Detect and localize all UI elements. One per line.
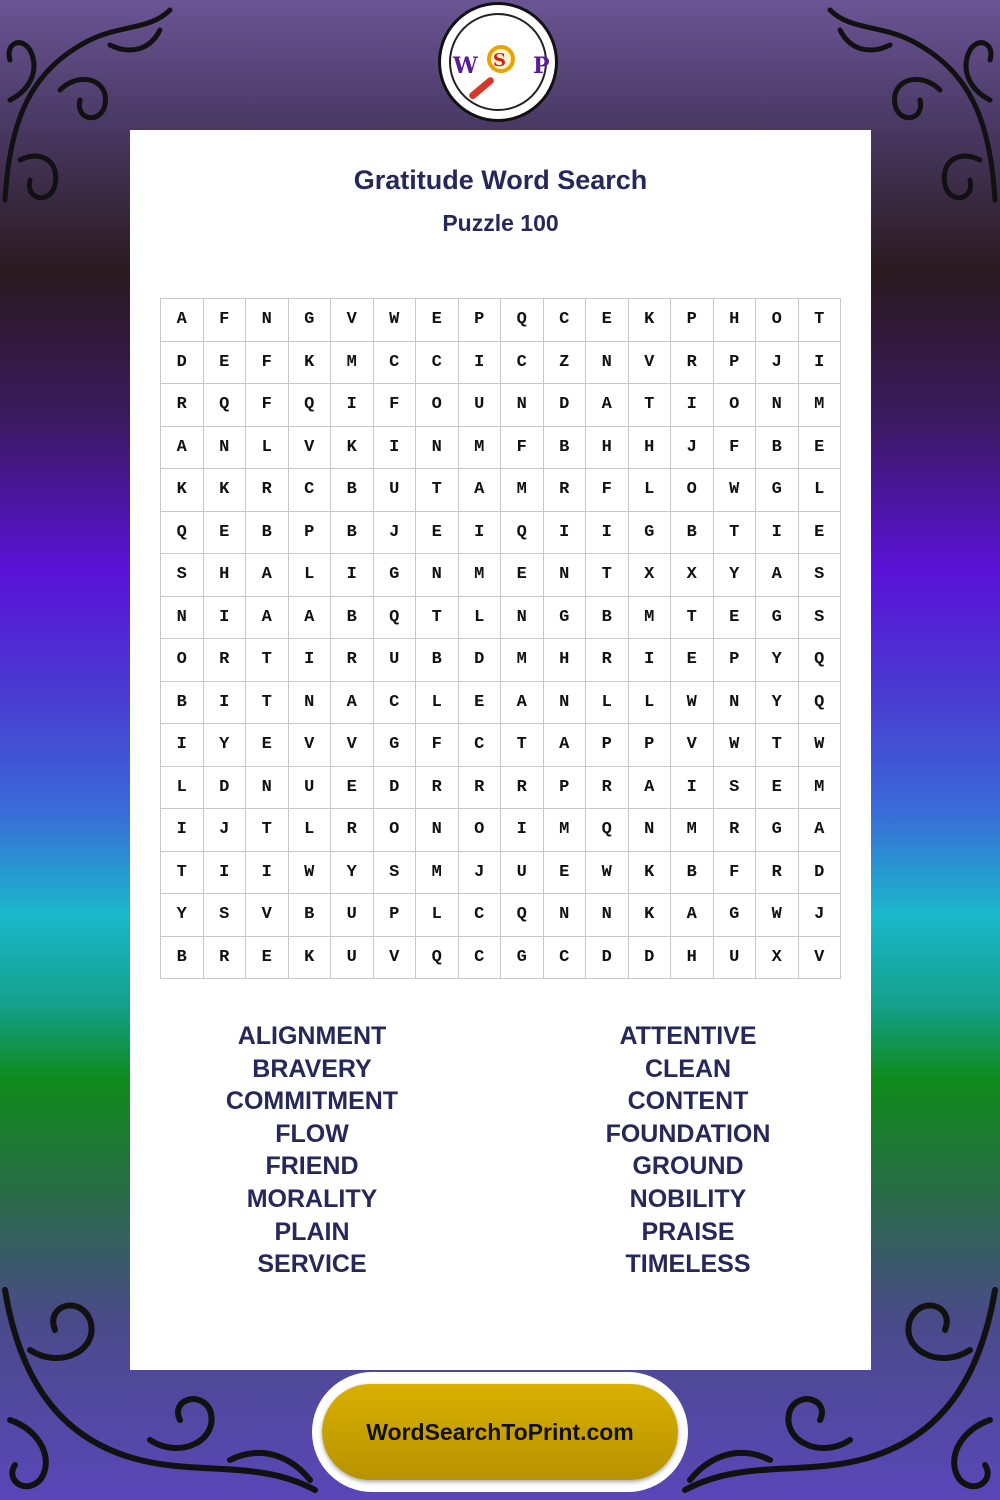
grid-cell[interactable]: Z xyxy=(544,342,587,385)
grid-cell[interactable]: K xyxy=(629,894,672,937)
grid-cell[interactable]: S xyxy=(799,554,842,597)
grid-cell[interactable]: N xyxy=(544,682,587,725)
word-list-left xyxy=(162,1020,462,1281)
grid-cell[interactable]: B xyxy=(161,937,204,980)
grid-cell[interactable]: K xyxy=(289,937,332,980)
grid-cell[interactable]: Q xyxy=(799,639,842,682)
grid-cell[interactable]: E xyxy=(799,427,842,470)
grid-cell[interactable]: E xyxy=(586,299,629,342)
grid-cell[interactable]: N xyxy=(501,597,544,640)
grid-cell[interactable]: A xyxy=(671,894,714,937)
grid-cell[interactable]: L xyxy=(246,427,289,470)
word-list-item: FLOW xyxy=(275,1119,349,1148)
grid-cell[interactable]: U xyxy=(289,767,332,810)
footer-site-label: WordSearchToPrint.com xyxy=(366,1418,634,1445)
grid-cell[interactable]: E xyxy=(544,852,587,895)
puzzle-sheet xyxy=(130,130,871,1370)
word-list-item: PRAISE xyxy=(641,1217,735,1246)
letter-grid xyxy=(160,298,841,979)
grid-cell[interactable]: E xyxy=(756,767,799,810)
grid-cell[interactable]: Q xyxy=(204,384,247,427)
grid-cell[interactable]: F xyxy=(714,427,757,470)
grid-cell[interactable]: M xyxy=(501,639,544,682)
grid-cell[interactable]: M xyxy=(629,597,672,640)
grid-cell[interactable]: Y xyxy=(756,639,799,682)
grid-cell[interactable]: W xyxy=(756,894,799,937)
grid-cell[interactable]: G xyxy=(714,894,757,937)
grid-cell[interactable]: M xyxy=(416,852,459,895)
grid-cell[interactable]: P xyxy=(714,639,757,682)
grid-cell[interactable]: G xyxy=(501,937,544,980)
grid-cell[interactable]: U xyxy=(714,937,757,980)
puzzle-title: Gratitude Word Search xyxy=(353,165,648,195)
grid-cell[interactable]: O xyxy=(714,384,757,427)
grid-cell[interactable]: F xyxy=(501,427,544,470)
grid-cell[interactable]: F xyxy=(416,724,459,767)
grid-cell[interactable]: I xyxy=(544,512,587,555)
grid-cell[interactable]: E xyxy=(714,597,757,640)
grid-cell[interactable]: R xyxy=(459,767,502,810)
grid-cell[interactable]: N xyxy=(416,809,459,852)
word-list-item: FRIEND xyxy=(265,1152,359,1181)
grid-cell[interactable]: R xyxy=(756,852,799,895)
grid-cell[interactable]: E xyxy=(671,639,714,682)
grid-cell[interactable]: G xyxy=(756,597,799,640)
grid-cell[interactable]: P xyxy=(289,512,332,555)
grid-cell[interactable]: L xyxy=(289,554,332,597)
grid-cell[interactable]: N xyxy=(204,427,247,470)
grid-cell[interactable]: O xyxy=(756,299,799,342)
grid-cell[interactable]: V xyxy=(289,427,332,470)
grid-cell[interactable]: B xyxy=(544,427,587,470)
grid-cell[interactable]: Q xyxy=(501,512,544,555)
grid-cell[interactable]: I xyxy=(459,512,502,555)
grid-cell[interactable]: O xyxy=(374,809,417,852)
grid-cell[interactable]: N xyxy=(586,342,629,385)
grid-cell[interactable]: L xyxy=(629,469,672,512)
grid-cell[interactable]: E xyxy=(204,342,247,385)
word-list-item: ALIGNMENT xyxy=(237,1022,387,1050)
grid-cell[interactable]: J xyxy=(799,894,842,937)
grid-cell[interactable]: B xyxy=(671,512,714,555)
grid-cell[interactable]: I xyxy=(289,639,332,682)
grid-cell[interactable]: Q xyxy=(161,512,204,555)
grid-cell[interactable]: G xyxy=(756,469,799,512)
grid-cell[interactable]: S xyxy=(714,767,757,810)
grid-cell[interactable]: C xyxy=(459,724,502,767)
grid-cell[interactable]: E xyxy=(459,682,502,725)
word-list-item: GROUND xyxy=(632,1152,744,1181)
grid-cell[interactable]: W xyxy=(671,682,714,725)
grid-cell[interactable]: F xyxy=(246,342,289,385)
grid-cell[interactable]: I xyxy=(204,852,247,895)
grid-cell[interactable]: W xyxy=(714,724,757,767)
grid-cell[interactable]: V xyxy=(374,937,417,980)
grid-cell[interactable]: M xyxy=(331,342,374,385)
grid-cell[interactable]: N xyxy=(501,384,544,427)
grid-cell[interactable]: H xyxy=(544,639,587,682)
grid-cell[interactable]: O xyxy=(459,809,502,852)
word-list-item: TIMELESS xyxy=(625,1250,751,1279)
grid-cell[interactable]: A xyxy=(629,767,672,810)
grid-cell[interactable]: H xyxy=(714,299,757,342)
grid-cell[interactable]: P xyxy=(544,767,587,810)
grid-cell[interactable]: R xyxy=(671,342,714,385)
grid-cell[interactable]: R xyxy=(586,639,629,682)
grid-cell[interactable]: A xyxy=(246,554,289,597)
grid-cell[interactable]: J xyxy=(671,427,714,470)
grid-cell[interactable]: N xyxy=(161,597,204,640)
grid-cell[interactable]: I xyxy=(501,809,544,852)
grid-cell[interactable]: Q xyxy=(501,299,544,342)
grid-cell[interactable]: E xyxy=(501,554,544,597)
grid-cell[interactable]: U xyxy=(331,937,374,980)
word-list-item: NOBILITY xyxy=(629,1184,747,1213)
grid-cell[interactable]: K xyxy=(331,427,374,470)
grid-cell[interactable]: Y xyxy=(204,724,247,767)
grid-cell[interactable]: T xyxy=(671,597,714,640)
logo-letter-s: S xyxy=(493,50,506,71)
grid-cell[interactable]: R xyxy=(161,384,204,427)
grid-cell[interactable]: B xyxy=(331,512,374,555)
grid-cell[interactable]: T xyxy=(756,724,799,767)
grid-cell[interactable]: Q xyxy=(586,809,629,852)
grid-cell[interactable]: D xyxy=(544,384,587,427)
grid-cell[interactable]: T xyxy=(416,469,459,512)
grid-cell[interactable]: I xyxy=(204,682,247,725)
grid-cell[interactable]: L xyxy=(799,469,842,512)
grid-cell[interactable]: Y xyxy=(756,682,799,725)
grid-cell[interactable]: N xyxy=(289,682,332,725)
grid-cell[interactable]: B xyxy=(586,597,629,640)
grid-cell[interactable]: E xyxy=(246,724,289,767)
grid-cell[interactable]: N xyxy=(416,554,459,597)
grid-cell[interactable]: H xyxy=(586,427,629,470)
grid-cell[interactable]: G xyxy=(544,597,587,640)
grid-cell[interactable]: O xyxy=(671,469,714,512)
grid-cell[interactable]: J xyxy=(204,809,247,852)
grid-cell[interactable]: B xyxy=(756,427,799,470)
grid-cell[interactable]: W xyxy=(799,724,842,767)
grid-cell[interactable]: T xyxy=(629,384,672,427)
grid-cell[interactable]: I xyxy=(331,554,374,597)
grid-cell[interactable]: K xyxy=(161,469,204,512)
grid-cell[interactable]: R xyxy=(246,469,289,512)
grid-cell[interactable]: V xyxy=(289,724,332,767)
grid-cell[interactable]: G xyxy=(374,724,417,767)
grid-cell[interactable]: T xyxy=(416,597,459,640)
grid-cell[interactable]: L xyxy=(459,597,502,640)
grid-cell[interactable]: O xyxy=(161,639,204,682)
word-list-item: MORALITY xyxy=(246,1184,378,1213)
grid-cell[interactable]: W xyxy=(714,469,757,512)
grid-cell[interactable]: S xyxy=(204,894,247,937)
grid-cell[interactable]: C xyxy=(459,937,502,980)
grid-cell[interactable]: I xyxy=(756,512,799,555)
grid-cell[interactable]: E xyxy=(799,512,842,555)
grid-cell[interactable]: T xyxy=(246,809,289,852)
grid-cell[interactable]: T xyxy=(246,682,289,725)
grid-cell[interactable]: R xyxy=(331,809,374,852)
grid-cell[interactable]: I xyxy=(246,852,289,895)
grid-cell[interactable]: I xyxy=(671,767,714,810)
grid-cell[interactable]: I xyxy=(799,342,842,385)
grid-cell[interactable]: M xyxy=(459,554,502,597)
grid-cell[interactable]: A xyxy=(586,384,629,427)
grid-cell[interactable]: N xyxy=(416,427,459,470)
grid-cell[interactable]: F xyxy=(246,384,289,427)
grid-cell[interactable]: P xyxy=(586,724,629,767)
grid-cell[interactable]: M xyxy=(799,384,842,427)
grid-cell[interactable]: I xyxy=(586,512,629,555)
grid-cell[interactable]: J xyxy=(756,342,799,385)
footer-site-button[interactable] xyxy=(322,1384,678,1480)
grid-cell[interactable]: D xyxy=(374,767,417,810)
grid-cell[interactable]: T xyxy=(246,639,289,682)
grid-cell[interactable]: R xyxy=(204,639,247,682)
grid-cell[interactable]: R xyxy=(416,767,459,810)
grid-cell[interactable]: D xyxy=(459,639,502,682)
grid-cell[interactable]: D xyxy=(204,767,247,810)
grid-cell[interactable]: V xyxy=(629,342,672,385)
grid-cell[interactable]: F xyxy=(714,852,757,895)
grid-cell[interactable]: I xyxy=(459,342,502,385)
grid-cell[interactable]: K xyxy=(629,852,672,895)
grid-cell[interactable]: W xyxy=(586,852,629,895)
grid-cell[interactable]: S xyxy=(374,852,417,895)
word-list-item: BRAVERY xyxy=(252,1054,372,1083)
grid-cell[interactable]: V xyxy=(799,937,842,980)
grid-cell[interactable]: C xyxy=(459,894,502,937)
grid-cell[interactable]: H xyxy=(671,937,714,980)
grid-cell[interactable]: M xyxy=(501,469,544,512)
grid-cell[interactable]: I xyxy=(374,427,417,470)
word-list-item: COMMITMENT xyxy=(225,1087,399,1116)
grid-cell[interactable]: R xyxy=(544,469,587,512)
grid-cell[interactable]: I xyxy=(671,384,714,427)
word-list-item: PLAIN xyxy=(274,1217,350,1246)
grid-cell[interactable]: R xyxy=(586,767,629,810)
grid-cell[interactable]: S xyxy=(799,597,842,640)
grid-cell[interactable]: A xyxy=(756,554,799,597)
grid-cell[interactable]: C xyxy=(374,342,417,385)
grid-cell[interactable]: A xyxy=(544,724,587,767)
grid-cell[interactable]: Q xyxy=(374,597,417,640)
grid-cell[interactable]: H xyxy=(629,427,672,470)
grid-cell[interactable]: N xyxy=(629,809,672,852)
grid-cell[interactable]: I xyxy=(161,724,204,767)
grid-cell[interactable]: C xyxy=(416,342,459,385)
grid-cell[interactable]: N xyxy=(756,384,799,427)
grid-cell[interactable]: P xyxy=(459,299,502,342)
grid-cell[interactable]: A xyxy=(161,427,204,470)
grid-cell[interactable]: L xyxy=(416,682,459,725)
grid-cell[interactable]: G xyxy=(756,809,799,852)
grid-cell[interactable]: L xyxy=(161,767,204,810)
grid-cell[interactable]: C xyxy=(544,299,587,342)
grid-cell[interactable]: N xyxy=(544,894,587,937)
grid-cell[interactable]: Y xyxy=(714,554,757,597)
grid-cell[interactable]: J xyxy=(374,512,417,555)
word-list-item: CLEAN xyxy=(644,1054,732,1083)
grid-cell[interactable]: X xyxy=(756,937,799,980)
grid-cell[interactable]: L xyxy=(416,894,459,937)
grid-cell[interactable]: X xyxy=(629,554,672,597)
grid-cell[interactable]: D xyxy=(586,937,629,980)
grid-cell[interactable]: N xyxy=(246,767,289,810)
grid-cell[interactable]: D xyxy=(161,342,204,385)
grid-cell[interactable]: T xyxy=(799,299,842,342)
grid-cell[interactable]: P xyxy=(374,894,417,937)
grid-cell[interactable]: W xyxy=(289,852,332,895)
grid-cell[interactable]: B xyxy=(416,639,459,682)
grid-cell[interactable]: I xyxy=(161,809,204,852)
grid-cell[interactable]: K xyxy=(629,299,672,342)
grid-cell[interactable]: H xyxy=(204,554,247,597)
grid-cell[interactable]: E xyxy=(246,937,289,980)
grid-cell[interactable]: I xyxy=(629,639,672,682)
grid-cell[interactable]: A xyxy=(501,682,544,725)
grid-cell[interactable]: M xyxy=(544,809,587,852)
grid-cell[interactable]: U xyxy=(374,639,417,682)
grid-cell[interactable]: Y xyxy=(161,894,204,937)
grid-cell[interactable]: K xyxy=(289,342,332,385)
grid-cell[interactable]: F xyxy=(586,469,629,512)
grid-cell[interactable]: R xyxy=(501,767,544,810)
grid-cell[interactable]: P xyxy=(714,342,757,385)
grid-cell[interactable]: B xyxy=(331,597,374,640)
grid-cell[interactable]: D xyxy=(799,852,842,895)
site-logo[interactable] xyxy=(438,2,558,122)
grid-cell[interactable]: M xyxy=(671,809,714,852)
grid-cell[interactable]: A xyxy=(246,597,289,640)
grid-cell[interactable]: U xyxy=(501,852,544,895)
word-list-right xyxy=(538,1020,838,1281)
grid-cell[interactable]: T xyxy=(586,554,629,597)
grid-cell[interactable]: C xyxy=(289,469,332,512)
grid-cell[interactable]: B xyxy=(246,512,289,555)
word-list-item: FOUNDATION xyxy=(605,1119,771,1148)
grid-cell[interactable]: E xyxy=(416,299,459,342)
grid-cell[interactable]: B xyxy=(331,469,374,512)
grid-cell[interactable]: A xyxy=(331,682,374,725)
grid-cell[interactable]: J xyxy=(459,852,502,895)
grid-cell[interactable]: G xyxy=(374,554,417,597)
logo-letter-p: P xyxy=(533,53,550,79)
grid-cell[interactable]: D xyxy=(629,937,672,980)
word-list-item: CONTENT xyxy=(627,1087,749,1116)
grid-cell[interactable]: U xyxy=(459,384,502,427)
grid-cell[interactable]: E xyxy=(204,512,247,555)
grid-cell[interactable]: N xyxy=(544,554,587,597)
grid-cell[interactable]: Q xyxy=(416,937,459,980)
grid-cell[interactable]: I xyxy=(204,597,247,640)
grid-cell[interactable]: O xyxy=(416,384,459,427)
grid-cell[interactable]: F xyxy=(374,384,417,427)
grid-cell[interactable]: M xyxy=(799,767,842,810)
word-list-item: SERVICE xyxy=(257,1250,367,1279)
grid-cell[interactable]: I xyxy=(331,384,374,427)
grid-cell[interactable]: K xyxy=(204,469,247,512)
grid-cell[interactable]: C xyxy=(544,937,587,980)
grid-cell[interactable]: G xyxy=(629,512,672,555)
grid-cell[interactable]: A xyxy=(289,597,332,640)
grid-cell[interactable]: C xyxy=(501,342,544,385)
grid-cell[interactable]: N xyxy=(714,682,757,725)
grid-cell[interactable]: A xyxy=(161,299,204,342)
grid-cell[interactable]: Q xyxy=(501,894,544,937)
grid-cell[interactable]: R xyxy=(714,809,757,852)
grid-cell[interactable]: X xyxy=(671,554,714,597)
grid-cell[interactable]: B xyxy=(289,894,332,937)
grid-cell[interactable]: L xyxy=(629,682,672,725)
grid-cell[interactable]: N xyxy=(586,894,629,937)
grid-cell[interactable]: U xyxy=(331,894,374,937)
grid-cell[interactable]: C xyxy=(374,682,417,725)
grid-cell[interactable]: A xyxy=(799,809,842,852)
grid-cell[interactable]: Q xyxy=(289,384,332,427)
grid-cell[interactable]: T xyxy=(161,852,204,895)
grid-cell[interactable]: V xyxy=(331,299,374,342)
grid-cell[interactable]: Y xyxy=(331,852,374,895)
grid-cell[interactable]: G xyxy=(289,299,332,342)
grid-cell[interactable]: Q xyxy=(799,682,842,725)
grid-cell[interactable]: V xyxy=(671,724,714,767)
grid-cell[interactable]: W xyxy=(374,299,417,342)
grid-cell[interactable]: E xyxy=(331,767,374,810)
grid-cell[interactable]: U xyxy=(374,469,417,512)
grid-cell[interactable]: P xyxy=(671,299,714,342)
grid-cell[interactable]: B xyxy=(161,682,204,725)
grid-cell[interactable]: L xyxy=(586,682,629,725)
grid-cell[interactable]: S xyxy=(161,554,204,597)
grid-cell[interactable]: R xyxy=(331,639,374,682)
grid-cell[interactable]: T xyxy=(501,724,544,767)
grid-cell[interactable]: B xyxy=(671,852,714,895)
grid-cell[interactable]: T xyxy=(714,512,757,555)
grid-cell[interactable]: R xyxy=(204,937,247,980)
logo-letter-w: W xyxy=(453,53,478,79)
grid-cell[interactable]: L xyxy=(289,809,332,852)
grid-cell[interactable]: V xyxy=(246,894,289,937)
word-list-item: ATTENTIVE xyxy=(619,1022,757,1050)
grid-cell[interactable]: M xyxy=(459,427,502,470)
grid-cell[interactable]: P xyxy=(629,724,672,767)
grid-cell[interactable]: A xyxy=(459,469,502,512)
grid-cell[interactable]: E xyxy=(416,512,459,555)
grid-cell[interactable]: F xyxy=(204,299,247,342)
grid-cell[interactable]: N xyxy=(246,299,289,342)
puzzle-number: Puzzle 100 xyxy=(442,210,559,236)
grid-cell[interactable]: V xyxy=(331,724,374,767)
